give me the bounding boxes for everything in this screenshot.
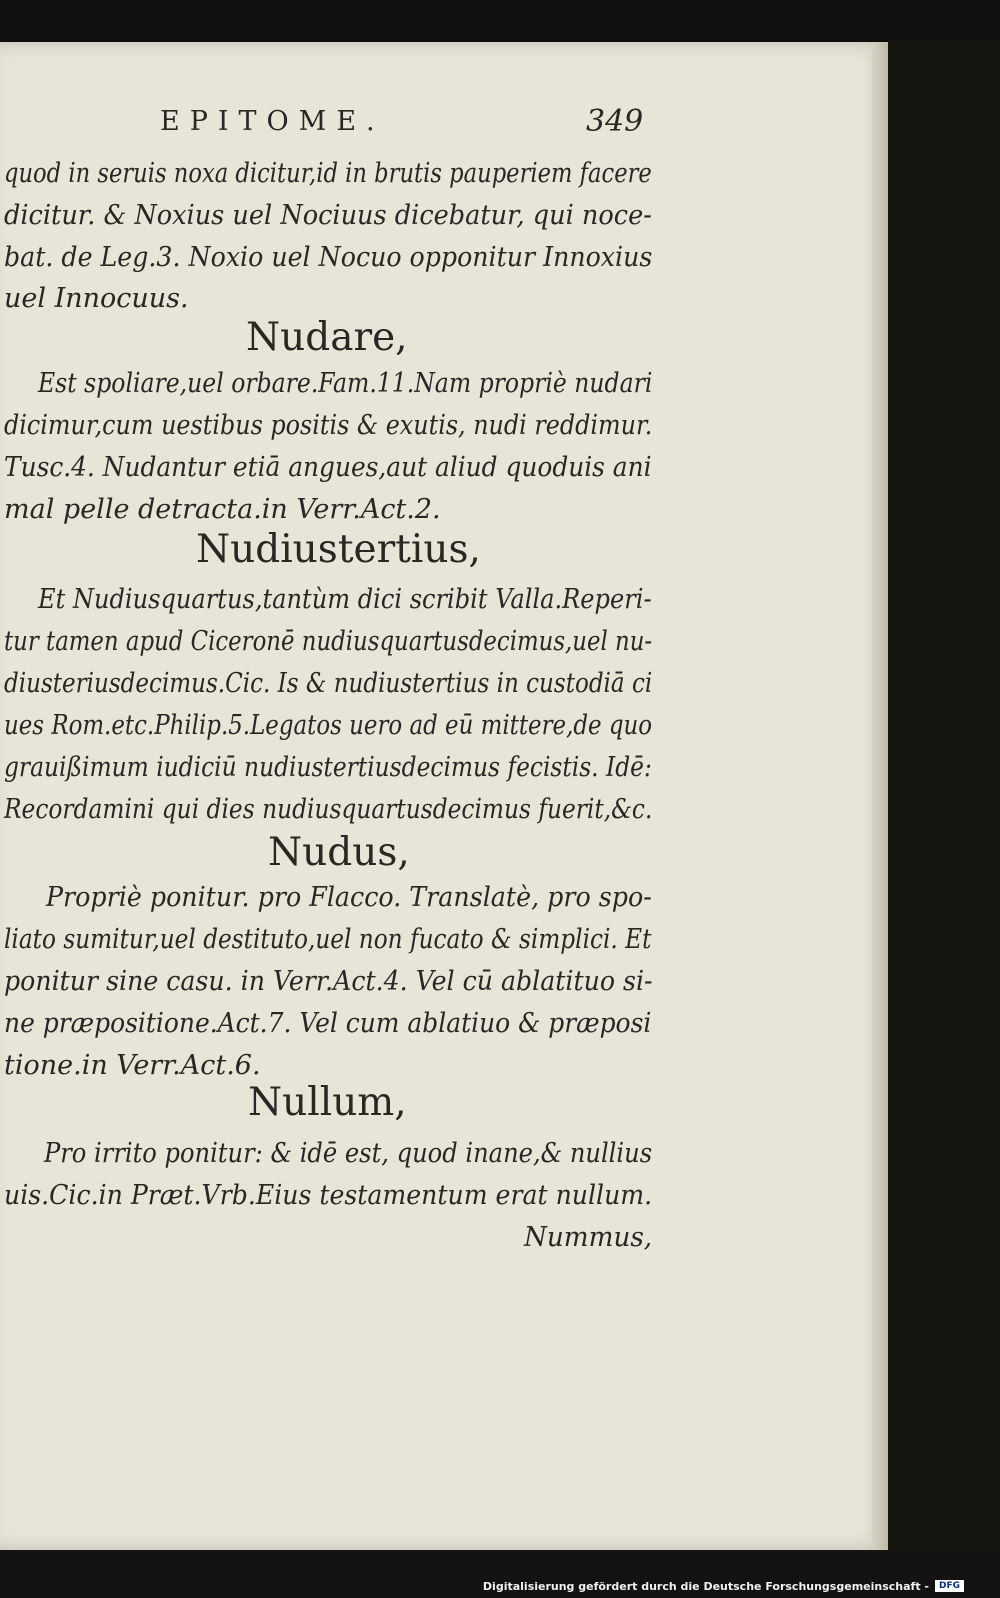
text-line: bat. de Leg.3. Noxio uel Nocuo opponitur Innoxius [4, 242, 653, 273]
headword: Nudare, [246, 315, 408, 360]
text-line: diusteriusdecimus.Cic. Is & nudiustertius in custodiā ci [4, 668, 653, 699]
page-number: 349 [586, 104, 644, 139]
catchword: Nummus, [524, 1222, 653, 1253]
headword: Nudus, [268, 830, 410, 875]
scan-top-border [0, 0, 1000, 40]
text-line: tur tamen apud Ciceronē nudiusquartusdecimus,uel nu- [4, 626, 653, 657]
dfg-logo: DFG [935, 1580, 964, 1592]
text-line: grauißimum iudiciū nudiustertiusdecimus fecistis. Idē: [4, 752, 652, 783]
headword: Nullum, [248, 1080, 407, 1125]
text-line: mal pelle detracta.in Verr.Act.2. [4, 494, 441, 525]
headword: Nudiustertius, [196, 527, 481, 572]
digitization-footer [483, 1576, 964, 1596]
scan-right-background [888, 40, 1000, 1560]
text-line: ponitur sine casu. in Verr.Act.4. Vel cū ablatituo si- [4, 966, 653, 997]
text-line: dicimur,cum uestibus positis & exutis, nudi reddimur. [4, 410, 653, 441]
text-line: dicitur. & Noxius uel Nociuus dicebatur, qui noce- [4, 200, 652, 231]
text-line: uis.Cic.in Præt.Vrb.Eius testamentum erat nullum. [4, 1180, 653, 1211]
text-line: Propriè ponitur. pro Flacco. Translatè, pro spo- [46, 882, 652, 913]
text-line: ne præpositione.Act.7. Vel cum ablatiuo & præposi [4, 1008, 652, 1039]
running-title: EPITOME. [160, 106, 385, 137]
text-line: Est spoliare,uel orbare.Fam.11.Nam propriè nudari [38, 368, 653, 399]
text-line: Pro irrito ponitur: & idē est, quod inane,& nullius [44, 1138, 653, 1169]
page-edge [872, 42, 888, 1550]
text-line: Recordamini qui dies nudiusquartusdecimus fuerit,&c. [4, 794, 653, 825]
text-line: Et Nudiusquartus,tantùm dici scribit Valla.Reperi- [38, 584, 652, 615]
text-line: tione.in Verr.Act.6. [4, 1050, 261, 1081]
funding-credit: Digitalisierung gefördert durch die Deutsche Forschungsgemeinschaft - [482, 1579, 929, 1593]
text-line: Tusc.4. Nudantur etiā angues,aut aliud quoduis ani [4, 452, 652, 483]
text-line: liato sumitur,uel destituto,uel non fucato & simplici. Et [4, 924, 652, 955]
text-line: quod in seruis noxa dicitur,id in brutis pauperiem facere [4, 158, 652, 189]
text-line: ues Rom.etc.Philip.5.Legatos uero ad eū mittere,de quo [4, 710, 653, 741]
text-line: uel Innocuus. [4, 283, 189, 314]
